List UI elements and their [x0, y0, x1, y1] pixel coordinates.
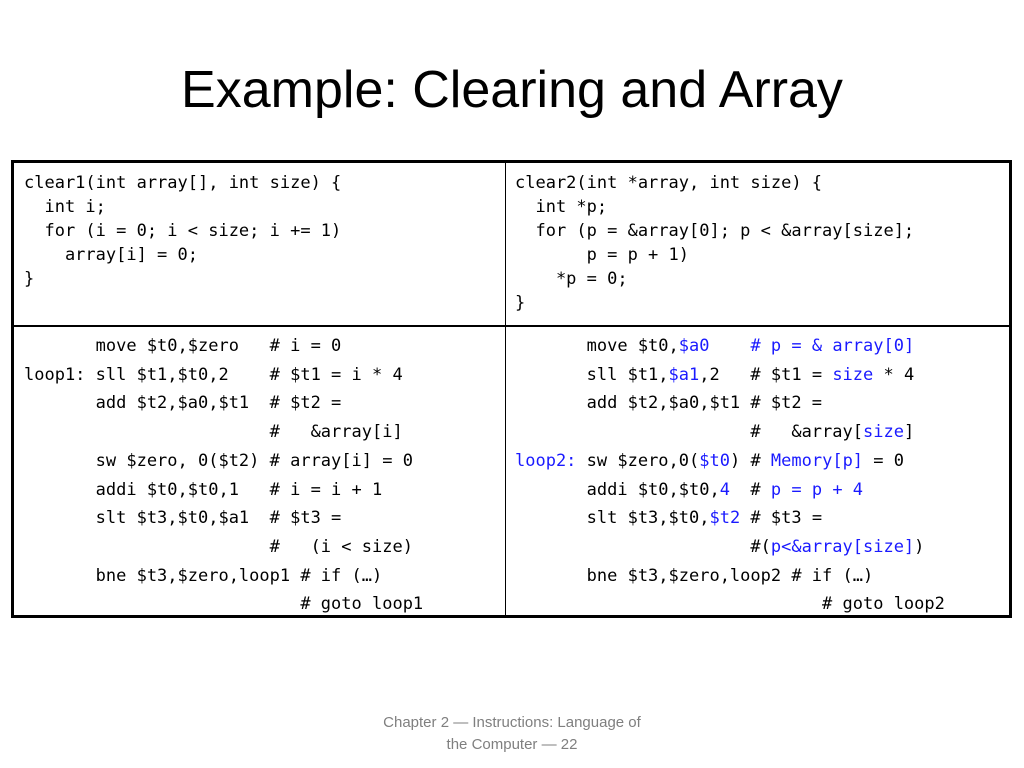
c-code-clear2 — [515, 171, 914, 315]
slide-title: Example: Clearing and Array — [181, 61, 843, 119]
code-segment: # — [729, 479, 771, 500]
code-line — [24, 422, 403, 442]
code-line: clear1(int array[], int size) { — [24, 173, 342, 193]
code-line — [515, 393, 822, 413]
code-line — [515, 537, 924, 557]
code-segment: add $t2,$a0,$t1 # $t2 = — [24, 393, 342, 414]
code-line — [24, 480, 382, 500]
code-segment: addi $t0,$t0, — [515, 479, 720, 500]
code-segment: loop1: sll $t1,$t0,2 # $t1 = i * 4 — [24, 364, 403, 385]
asm-code-clear2 — [515, 332, 945, 619]
code-segment: = 0 — [863, 450, 904, 471]
highlighted-code-segment: size — [832, 364, 874, 385]
code-segment: # &array[ — [515, 422, 863, 443]
code-segment: * 4 — [873, 364, 915, 385]
code-segment: add $t2,$a0,$t1 # $t2 = — [515, 393, 823, 414]
highlighted-code-segment: p<&array[size] — [770, 536, 915, 557]
code-segment: slt $t3,$t0,$a1 # $t3 = — [24, 508, 342, 529]
highlighted-code-segment: loop2: — [515, 450, 577, 471]
highlighted-code-segment: # p = & array[0] — [750, 336, 915, 356]
code-line: } — [515, 293, 526, 313]
code-line — [24, 451, 413, 471]
code-segment: sll $t1, — [515, 364, 669, 385]
code-segment: # goto loop1 — [24, 594, 424, 615]
code-line: p = p + 1) — [515, 245, 689, 265]
code-line: *p = 0; — [515, 269, 628, 289]
code-segment: ) # — [729, 450, 771, 471]
code-line: for (i = 0; i < size; i += 1) — [24, 221, 342, 241]
code-line — [515, 422, 914, 442]
column-divider — [505, 163, 506, 615]
code-line — [24, 566, 382, 586]
code-line: array[i] = 0; — [24, 245, 198, 265]
code-segment: sw $zero,0( — [576, 450, 700, 471]
highlighted-code-segment: size — [863, 422, 904, 443]
slide-footer — [312, 712, 712, 756]
code-line — [515, 336, 914, 356]
code-segment: addi $t0,$t0,1 # i = i + 1 — [24, 479, 383, 500]
code-segment: # &array[i] — [24, 422, 403, 443]
code-segment: bne $t3,$zero,loop2 # if (…) — [515, 565, 874, 586]
code-line — [515, 508, 822, 528]
code-segment: ,2 # $t1 = — [699, 364, 833, 385]
footer-line-2: the Computer — 22 — [446, 736, 578, 753]
code-segment: ] — [903, 422, 915, 443]
code-line — [515, 480, 863, 500]
code-segment — [709, 336, 750, 356]
footer-line-1: Chapter 2 — Instructions: Language of — [383, 714, 641, 731]
highlighted-code-segment: $a0 — [678, 336, 710, 356]
asm-code-clear1 — [24, 332, 423, 619]
code-segment: bne $t3,$zero,loop1 # if (…) — [24, 565, 383, 586]
code-segment: move $t0,$zero # i = 0 — [24, 336, 342, 356]
code-line: } — [24, 269, 35, 289]
code-segment: sw $zero, 0($t2) # array[i] = 0 — [24, 450, 413, 471]
code-line — [515, 365, 914, 385]
code-line: int i; — [24, 197, 106, 217]
code-line — [515, 594, 945, 614]
code-segment: ) — [914, 536, 925, 557]
code-line: int *p; — [515, 197, 608, 217]
code-line — [24, 508, 341, 528]
highlighted-code-segment: p = p + 4 — [770, 479, 864, 500]
code-line — [24, 594, 423, 614]
code-segment: # goto loop2 — [515, 594, 945, 615]
code-line — [24, 537, 413, 557]
code-line: for (p = &array[0]; p < &array[size]; — [515, 221, 915, 241]
highlighted-code-segment: 4 — [719, 479, 730, 500]
code-line — [24, 336, 341, 356]
code-segment: #( — [515, 536, 771, 557]
code-line — [24, 365, 403, 385]
code-line — [24, 393, 341, 413]
c-code-clear1 — [24, 171, 341, 291]
code-segment: move $t0, — [515, 336, 679, 356]
code-segment: # (i < size) — [24, 536, 413, 557]
code-comparison-table — [11, 160, 1012, 618]
code-line: clear2(int *array, int size) { — [515, 173, 823, 193]
highlighted-code-segment: $t2 — [709, 508, 741, 529]
row-divider — [14, 325, 1009, 327]
code-segment: slt $t3,$t0, — [515, 508, 710, 529]
highlighted-code-segment: $a1 — [668, 364, 700, 385]
code-line — [515, 451, 904, 471]
highlighted-code-segment: Memory[p] — [770, 450, 864, 471]
code-segment: # $t3 = — [740, 508, 823, 529]
highlighted-code-segment: $t0 — [699, 450, 730, 471]
code-line — [515, 566, 873, 586]
